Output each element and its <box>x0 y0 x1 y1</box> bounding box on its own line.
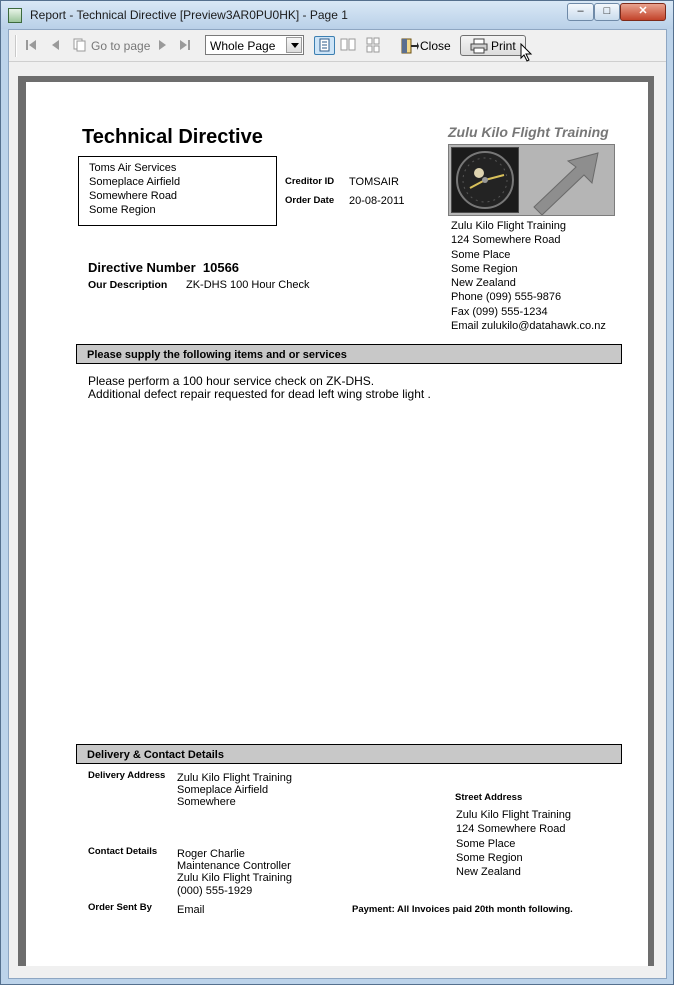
contact-details-line: Roger Charlie <box>177 848 245 860</box>
creditor-id-label: Creditor ID <box>285 176 335 187</box>
company-address-block <box>451 219 606 333</box>
delivery-address-line: Someplace Airfield <box>177 784 269 797</box>
delivery-address-block <box>177 772 292 809</box>
company-address-line: New Zealand <box>451 277 516 290</box>
directive-number-label: Directive Number <box>88 260 196 275</box>
client-area <box>8 29 667 979</box>
supply-section-title: Please supply the following items and or services <box>87 349 347 361</box>
company-address-line: Zulu Kilo Flight Training <box>451 220 566 232</box>
directive-body <box>88 375 431 401</box>
contact-details-line: (000) 555-1929 <box>177 884 253 897</box>
report-title: Technical Directive <box>82 126 263 148</box>
recipient-address-line: Somewhere Road <box>89 190 178 202</box>
first-page-icon[interactable] <box>25 39 37 51</box>
two-page-icon <box>339 36 358 53</box>
company-address-line: Some Region <box>451 262 518 275</box>
single-page-icon <box>315 37 334 54</box>
company-heading: Zulu Kilo Flight Training <box>448 124 609 140</box>
instrument-gauge-image <box>451 147 519 213</box>
four-page-icon <box>364 36 383 53</box>
directive-body-line: Additional defect repair requested for dead left wing strobe light . <box>88 387 431 401</box>
company-address-line: Fax (099) 555-1234 <box>451 305 548 318</box>
delivery-address-label: Delivery Address <box>88 770 166 781</box>
zoom-select[interactable] <box>205 35 304 55</box>
contact-details-block <box>177 848 292 897</box>
company-address-line: 124 Somewhere Road <box>451 234 561 247</box>
delivery-section-title: Delivery & Contact Details <box>87 749 224 761</box>
delivery-address-line: Somewhere <box>177 796 236 809</box>
street-address-line: New Zealand <box>456 866 521 879</box>
contact-details-line: Zulu Kilo Flight Training <box>177 872 292 885</box>
print-button[interactable] <box>460 35 526 56</box>
next-page-icon[interactable] <box>158 39 168 51</box>
maximize-button[interactable]: □ <box>594 3 620 21</box>
title-bar[interactable] <box>1 1 673 29</box>
print-label: Print <box>491 39 516 53</box>
street-address-line: Some Region <box>456 851 523 864</box>
directive-number-value: 10566 <box>202 260 240 275</box>
delivery-address-line: Zulu Kilo Flight Training <box>177 772 292 784</box>
order-sent-by-value: Email <box>177 904 205 916</box>
our-description-value: ZK-DHS 100 Hour Check <box>186 279 310 291</box>
our-description-label: Our Description <box>88 279 168 291</box>
street-address-line: 124 Somewhere Road <box>456 823 566 836</box>
minimize-button[interactable]: – <box>567 3 594 21</box>
street-address-block <box>456 808 571 879</box>
printer-icon <box>470 38 488 54</box>
street-address-label: Street Address <box>455 792 523 803</box>
supply-section-header <box>76 344 622 364</box>
contact-details-line: Maintenance Controller <box>177 860 291 873</box>
contact-details-label: Contact Details <box>88 846 158 857</box>
recipient-address-line: Some Region <box>89 204 156 216</box>
mouse-cursor-icon <box>520 43 534 63</box>
app-icon <box>8 8 22 23</box>
street-address-line: Zulu Kilo Flight Training <box>456 809 571 821</box>
order-sent-by-label: Order Sent By <box>88 902 152 913</box>
go-to-page-icon[interactable] <box>73 38 87 52</box>
order-date-value: 20-08-2011 <box>349 195 405 207</box>
payment-note: Payment: All Invoices paid 20th month following. <box>352 904 573 915</box>
go-to-page-label[interactable]: Go to page <box>91 39 151 53</box>
chevron-down-icon[interactable] <box>286 37 302 53</box>
exit-door-icon <box>399 37 419 55</box>
directive-number <box>88 260 239 275</box>
zoom-select-value: Whole Page <box>210 39 276 53</box>
company-address-line: Email zulukilo@datahawk.co.nz <box>451 320 606 333</box>
preview-toolbar <box>9 30 666 62</box>
street-address-line: Some Place <box>456 837 516 850</box>
company-logo <box>448 144 615 216</box>
recipient-address-box <box>78 156 277 226</box>
previous-page-icon[interactable] <box>50 39 60 51</box>
delivery-section-header <box>76 744 622 764</box>
multi-page-view-button[interactable] <box>364 36 385 55</box>
recipient-address-line: Someplace Airfield <box>89 176 181 188</box>
arrow-icon <box>522 147 614 215</box>
creditor-id-value: TOMSAIR <box>349 176 399 188</box>
two-page-view-button[interactable] <box>339 36 360 55</box>
last-page-icon[interactable] <box>179 39 191 51</box>
toolbar-grip <box>15 35 16 57</box>
order-date-label: Order Date <box>285 195 335 206</box>
preview-viewport[interactable] <box>18 76 654 966</box>
report-page <box>26 82 648 966</box>
company-address-line: Some Place <box>451 248 511 261</box>
window-title: Report - Technical Directive [Preview3AR0PU0HK] - Page 1 <box>30 8 348 22</box>
close-label: Close <box>420 39 451 53</box>
close-window-button[interactable]: ✕ <box>620 3 666 21</box>
company-address-line: Phone (099) 555-9876 <box>451 291 562 304</box>
directive-body-line: Please perform a 100 hour service check on ZK-DHS. <box>88 374 375 388</box>
single-page-view-button[interactable] <box>314 36 335 55</box>
recipient-address-line: Toms Air Services <box>89 162 177 174</box>
